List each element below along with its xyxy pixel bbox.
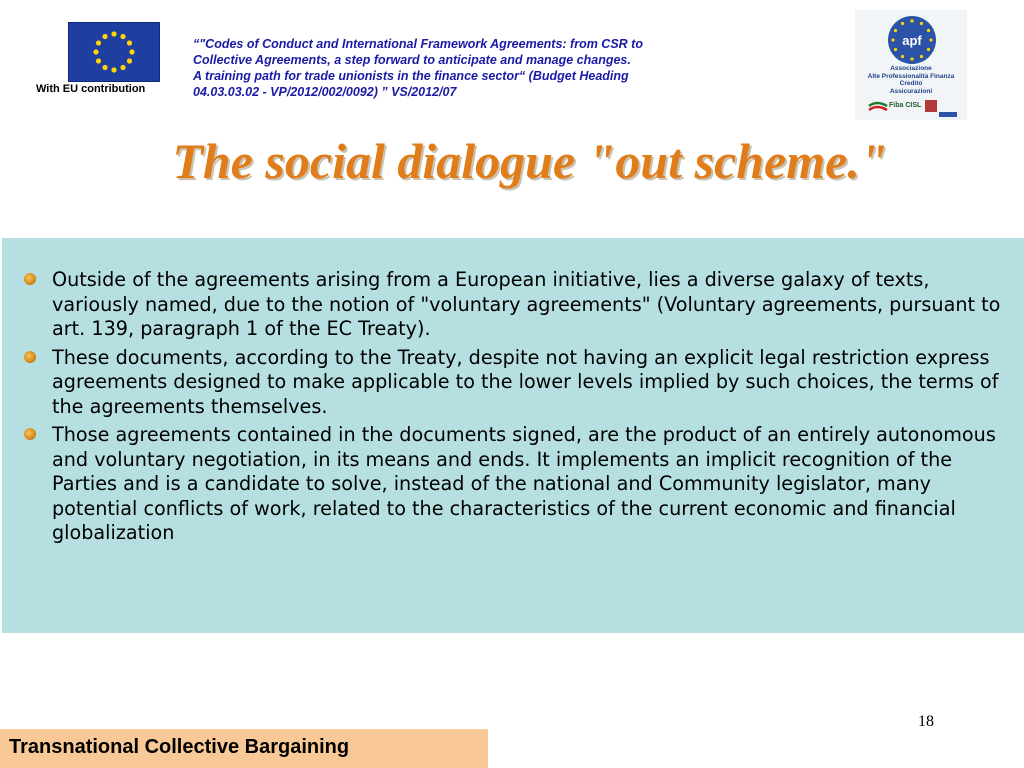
bullet-item (20, 423, 1020, 546)
slide-title: The social dialogue "out scheme." (172, 133, 888, 189)
bullet-list (20, 268, 1020, 550)
apf-line: Assicurazioni (889, 87, 933, 95)
eu-contribution-caption: With EU contribution (36, 83, 146, 95)
apf-logo (855, 10, 967, 120)
apf-line: Associazione (890, 65, 932, 72)
apf-association-text (855, 65, 967, 95)
project-line: A training path for trade unionists in the finance sector“ (Budget Heading (193, 69, 629, 83)
apf-name: apf (902, 33, 922, 48)
apf-line: Credito (899, 80, 923, 87)
footer-bar (0, 729, 488, 768)
fiba-cisl-label: Fiba CISL (889, 102, 922, 109)
eu-flag (68, 22, 160, 82)
bullet-text: Outside of the agreements arising from a European initiative, lies a diverse galaxy of texts, variously named, due to the notion of "voluntary agreements" (Voluntary agreements, pursuant to art. 139, paragraph 1 of the EC Treaty). (52, 268, 1001, 340)
page-number: 18 (918, 713, 934, 730)
bullet-text: These documents, according to the Treaty, despite not having an explicit legal restriction express agreements designed to make applicable to the lower levels implied by such choices, the terms of the agreements themselves. (52, 345, 999, 418)
project-line: 04.03.03.02 - VP/2012/002/0092) ” VS/2012/07 (193, 85, 457, 99)
apf-sponsors (867, 98, 959, 120)
project-line: Collective Agreements, a step forward to anticipate and manage changes. (193, 53, 631, 67)
bullet-text: Those agreements contained in the documents signed, are the product of an entirely autonomous and voluntary negotiation, in its means and ends. It implements an implicit recognition of the Parties and is a candidate to solve, instead of the national and Community legislator, many potential conflicts of work, related to the characteristics of the current economic and financial globalization (52, 423, 996, 544)
content-panel (2, 238, 1024, 633)
project-description (193, 36, 813, 100)
apf-emblem-icon (888, 16, 936, 64)
footer-label: Transnational Collective Bargaining (9, 736, 350, 758)
apf-line: Alte Professionalità Finanza (867, 72, 955, 80)
bullet-icon (24, 428, 36, 440)
project-line: “"Codes of Conduct and International Framework Agreements: from CSR to (193, 37, 643, 51)
bullet-icon (24, 351, 36, 363)
bullet-item (20, 268, 1020, 342)
bullet-icon (24, 273, 36, 285)
eu-stars-icon (69, 23, 159, 81)
bullet-item (20, 346, 1020, 420)
